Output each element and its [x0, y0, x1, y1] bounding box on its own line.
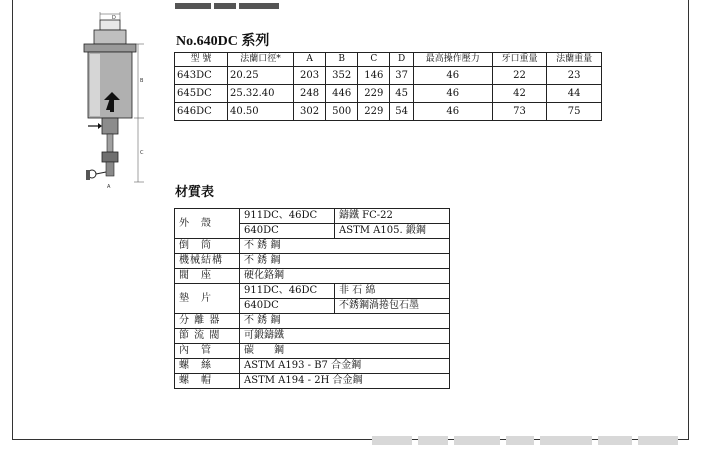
- cell-b: 500: [326, 103, 358, 121]
- cell-flange-weight: 44: [547, 85, 602, 103]
- part-name: 分 離 器: [175, 314, 240, 329]
- part-material: 不 銹 鋼: [240, 254, 450, 269]
- cell-model: 643DC: [175, 67, 228, 85]
- material-row-throttle: [175, 329, 450, 344]
- part-model: 911DC、46DC: [240, 284, 335, 299]
- col-header-flange-weight: 法蘭重量: [547, 53, 602, 67]
- material-row-separator: [175, 314, 450, 329]
- cell-b: 446: [326, 85, 358, 103]
- watermark: [372, 436, 682, 448]
- part-model: 640DC: [240, 299, 335, 314]
- spec-header-row: [175, 53, 602, 67]
- col-header-b: B: [326, 53, 358, 67]
- cell-d: 37: [390, 67, 414, 85]
- cell-pressure: 46: [413, 103, 492, 121]
- materials-title: 材質表: [175, 185, 215, 200]
- cell-b: 352: [326, 67, 358, 85]
- part-material: 硬化鉻鋼: [240, 269, 450, 284]
- col-header-a: A: [294, 53, 326, 67]
- part-material: 不 銹 鋼: [240, 239, 450, 254]
- part-material: 碳 鋼: [240, 344, 450, 359]
- cell-thread-weight: 42: [492, 85, 547, 103]
- cell-model: 645DC: [175, 85, 228, 103]
- cell-pressure: 46: [413, 85, 492, 103]
- cell-a: 248: [294, 85, 326, 103]
- part-material: 不 銹 鋼: [240, 314, 450, 329]
- cell-flange: 40.50: [228, 103, 294, 121]
- part-model: 640DC: [240, 224, 335, 239]
- part-name: 內 管: [175, 344, 240, 359]
- dimension-label-b: B: [140, 78, 144, 84]
- table-row: [175, 103, 602, 121]
- table-row: [175, 85, 602, 103]
- col-header-flange: 法蘭口徑*: [228, 53, 294, 67]
- part-name: 螺 帽: [175, 374, 240, 389]
- part-name: 倒 筒: [175, 239, 240, 254]
- table-row: [175, 67, 602, 85]
- material-row-body: [175, 209, 450, 224]
- part-name: 機械結構: [175, 254, 240, 269]
- cell-a: 203: [294, 67, 326, 85]
- steam-trap-drawing: [74, 12, 164, 190]
- part-name: 螺 絲: [175, 359, 240, 374]
- part-material: 鑄鐵 FC-22: [335, 209, 450, 224]
- material-row-bolt: [175, 359, 450, 374]
- dimension-label-c: C: [140, 150, 144, 156]
- dimension-label-d: D: [112, 15, 116, 21]
- spec-table: [174, 52, 602, 121]
- series-title: No.640DC 系列: [176, 34, 270, 49]
- cell-d: 45: [390, 85, 414, 103]
- part-name: 墊 片: [175, 284, 240, 314]
- part-name: 節 流 閥: [175, 329, 240, 344]
- part-material: ASTM A193 - B7 合金鋼: [240, 359, 450, 374]
- part-material: 非 石 綿: [335, 284, 450, 299]
- cell-thread-weight: 22: [492, 67, 547, 85]
- cell-thread-weight: 73: [492, 103, 547, 121]
- cell-flange-weight: 23: [547, 67, 602, 85]
- materials-table: [174, 208, 450, 389]
- cell-a: 302: [294, 103, 326, 121]
- frame-right-border: [688, 0, 689, 440]
- cell-flange: 20.25: [228, 67, 294, 85]
- cell-c: 229: [358, 103, 390, 121]
- cell-pressure: 46: [413, 67, 492, 85]
- material-row-valve-seat: [175, 269, 450, 284]
- part-material: 不銹鋼渦捲包石墨: [335, 299, 450, 314]
- part-material: ASTM A194 - 2H 合金鋼: [240, 374, 450, 389]
- cell-flange-weight: 75: [547, 103, 602, 121]
- cropped-top-text: [175, 0, 325, 2]
- cell-flange: 25.32.40: [228, 85, 294, 103]
- col-header-model: 型 號: [175, 53, 228, 67]
- cell-c: 146: [358, 67, 390, 85]
- material-row-mechanism: [175, 254, 450, 269]
- col-header-thread-weight: 牙口重量: [492, 53, 547, 67]
- col-header-c: C: [358, 53, 390, 67]
- col-header-pressure: 最高操作壓力: [413, 53, 492, 67]
- frame-left-border: [12, 0, 13, 440]
- material-row-inner-pipe: [175, 344, 450, 359]
- part-model: 911DC、46DC: [240, 209, 335, 224]
- part-material: ASTM A105. 鍛鋼: [335, 224, 450, 239]
- cell-d: 54: [390, 103, 414, 121]
- dimension-label-a: A: [107, 184, 111, 190]
- part-name: 外 殼: [175, 209, 240, 239]
- cell-model: 646DC: [175, 103, 228, 121]
- material-row-nut: [175, 374, 450, 389]
- material-row-bucket: [175, 239, 450, 254]
- material-row-gasket: [175, 284, 450, 299]
- col-header-d: D: [390, 53, 414, 67]
- part-material: 可鍛鑄鐵: [240, 329, 450, 344]
- part-name: 閥 座: [175, 269, 240, 284]
- cell-c: 229: [358, 85, 390, 103]
